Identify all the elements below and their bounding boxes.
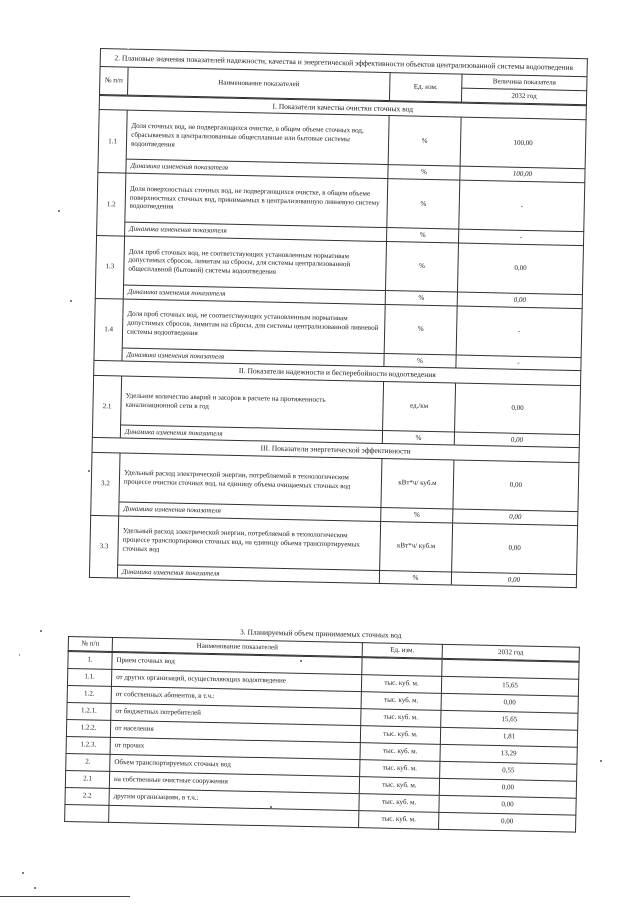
dynamics-value: 0,00 (457, 292, 582, 308)
row-number: 1.2.3. (66, 736, 110, 754)
row-number: 2.2 (65, 787, 109, 805)
dynamics-unit: % (382, 430, 454, 445)
volume-name: на собственные очистные сооружения (109, 771, 359, 793)
dynamics-value: 0,00 (453, 509, 578, 525)
indicator-unit: ед./км (383, 381, 456, 431)
indicator-value: 100,00 (460, 117, 586, 169)
scan-speck (270, 806, 272, 808)
row-number: 2.1 (92, 375, 121, 438)
indicator-value: - (459, 180, 585, 232)
table2-caption: 3. Планируемый объем принимаемых сточных вод (239, 627, 402, 640)
volume-name: от бюджетных потребителей (111, 703, 361, 725)
indicator-value: 0,00 (455, 383, 581, 435)
indicator-value: - (456, 306, 582, 358)
wastewater-volume-table (64, 636, 580, 832)
dynamics-unit: % (387, 228, 459, 243)
volume-value: 0,00 (439, 812, 576, 832)
dynamics-value: 0,00 (454, 432, 579, 448)
col-value-header: Величина показателя (462, 74, 587, 90)
volume-name: Объем транспортируемых сточных вод (110, 754, 360, 776)
section-title: II. Показатели надежности и бесперебойности водоотведения (94, 361, 581, 386)
indicator-name: Доля поверхностных сточных вод, не подвергающихся очистке, в общем объеме поверхностных сточных вод, принимаемых в централизованную ливневую систему водоотведения (125, 173, 388, 227)
scan-speck (300, 660, 302, 662)
indicator-name: Доля проб сточных вод, не соответствующих установленным нормативам допустимых сбросов, лимитам на сбросы, для системы централизованной общесплавной (бытовой) системы водоотведения (124, 236, 387, 290)
volume-value: 15,65 (441, 710, 578, 730)
quality-indicators-table (89, 48, 588, 588)
section-title: III. Показатели энергетической эффективности (92, 438, 579, 463)
t2-col-name-header: Наименование показателей (112, 637, 362, 656)
row-number: 1.2 (97, 172, 126, 235)
scan-speck (40, 630, 42, 632)
scan-speck (88, 470, 90, 472)
dynamics-unit: % (388, 165, 460, 180)
row-number: 2.1 (65, 770, 109, 788)
indicator-unit: % (384, 304, 457, 354)
volume-value: 15,65 (441, 676, 578, 696)
indicator-unit: кВт*ч/ куб.м (380, 521, 453, 571)
volume-unit: тыс. куб. м. (360, 725, 440, 744)
indicator-unit: % (388, 116, 461, 166)
indicator-unit: % (387, 179, 460, 229)
volume-unit: тыс. куб. м. (361, 708, 441, 727)
volume-name: от других организаций, осуществляющих водоотведение (111, 669, 361, 691)
row-number: 3.2 (91, 452, 120, 515)
indicator-name: Удельный расход электрической энергии, потребляемой в технологическом процессе очистки сточных вод, на единицу объема очищаемых сточных вод (119, 453, 382, 507)
col-num-header: № п/п (100, 67, 129, 95)
scan-speck (22, 872, 24, 874)
indicator-unit: % (385, 241, 458, 291)
volume-unit: тыс. куб. м. (361, 691, 441, 710)
volume-name: от прочих (110, 737, 360, 759)
scan-speck (70, 300, 72, 302)
row-number: 1.1. (67, 668, 111, 686)
volume-value: 0,00 (439, 795, 576, 815)
dynamics-value: 0,00 (451, 571, 576, 587)
dynamics-label: Динамика изменения показателя (126, 159, 388, 178)
dynamics-unit: % (381, 507, 453, 522)
dynamics-unit: % (385, 290, 457, 305)
volume-value: 0,00 (441, 693, 578, 713)
margin-mark: · (18, 650, 21, 660)
volume-unit: тыс. куб. м. (359, 793, 439, 812)
volume-name: от собственных абонентов, в т.ч.: (111, 686, 361, 708)
col-year-header: 2032 год (461, 88, 586, 104)
footnote-rule (0, 896, 130, 897)
dynamics-value: - (456, 355, 581, 371)
indicator-name: Удельное количество аварий и засоров в расчете на протяженность канализационной сети в год (121, 376, 384, 430)
row-number: 1.4 (94, 298, 123, 361)
scan-speck (34, 887, 36, 889)
volume-value: 0,00 (439, 778, 576, 798)
indicator-value: 0,00 (453, 460, 579, 512)
row-number: 1.3 (95, 235, 124, 298)
volume-value: 0,55 (440, 761, 577, 781)
dynamics-label: Динамика изменения показателя (117, 564, 379, 583)
dynamics-label: Динамика изменения показателя (119, 502, 381, 521)
t2-col-num-header: № п/п (68, 637, 112, 652)
indicator-value: 0,00 (457, 243, 583, 295)
volume-unit: тыс. куб. м. (360, 759, 440, 778)
col-unit-header: Ед. изм. (389, 73, 462, 102)
scan-speck (58, 210, 60, 212)
dynamics-label: Динамика изменения показателя (122, 348, 384, 367)
row-number: 1.2. (67, 685, 111, 703)
volume-name: Прием сточных вод (112, 652, 362, 674)
row-number: 3.3 (89, 515, 118, 578)
row-number (65, 804, 109, 822)
indicator-name: Доля сточных вод, не подвергающихся очистке, в общем объеме сточных вод, сбрасываемых в централизованные общесплавные или бытовые системы водоотведения (126, 110, 389, 164)
volume-unit: тыс. куб. м. (359, 776, 439, 795)
dynamics-value: - (458, 229, 583, 245)
dynamics-label: Динамика изменения показателя (123, 285, 385, 304)
volume-name: от населения (110, 720, 360, 742)
volume-unit (362, 657, 442, 676)
indicator-unit: кВт*ч/ куб.м (381, 458, 454, 508)
volume-name: другим организациям, в т.ч.: (109, 788, 359, 810)
dynamics-label: Динамика изменения показателя (120, 425, 382, 444)
section-title: I. Показатели качества очистки сточных вод (99, 95, 586, 120)
volume-value: 13,29 (440, 744, 577, 764)
volume-unit: тыс. куб. м. (361, 674, 441, 693)
col-name-header: Наименование показателей (128, 67, 391, 100)
volume-unit: тыс. куб. м. (360, 742, 440, 761)
dynamics-unit: % (379, 570, 451, 585)
dynamics-unit: % (384, 353, 456, 368)
dynamics-value: 100,00 (460, 166, 585, 182)
scan-speck (600, 760, 602, 762)
indicator-name: Доля проб сточных вод, не соответствующих установленным нормативам допустимых сбросов, лимитам на сбросы, для системы централизованной ливневой системы водоотведения (122, 299, 385, 353)
volume-value: 1,81 (440, 727, 577, 747)
indicator-value: 0,00 (452, 522, 578, 574)
indicator-name: Удельный расход электрической энергии, потребляемой в технологическом процессе транспортировки сточных вод, на единицу объема транспортируемых сточных вод (118, 515, 381, 569)
volume-unit: тыс. куб. м. (359, 810, 439, 829)
dynamics-label: Динамика изменения показателя (125, 222, 387, 241)
row-number: 1.2.1. (67, 702, 111, 720)
t2-col-unit-header: Ед. изм. (362, 643, 442, 658)
row-number: 2. (66, 753, 110, 771)
t2-col-year-header: 2032 год (442, 644, 579, 661)
table1-caption: 2. Плановые значения показателей надежности, качества и энергетической эффективности объектов централизованной системы водоотведения (100, 49, 587, 78)
row-number: 1.2.2. (66, 719, 110, 737)
row-number: 1.1 (98, 110, 127, 173)
row-number: 1. (68, 651, 112, 669)
